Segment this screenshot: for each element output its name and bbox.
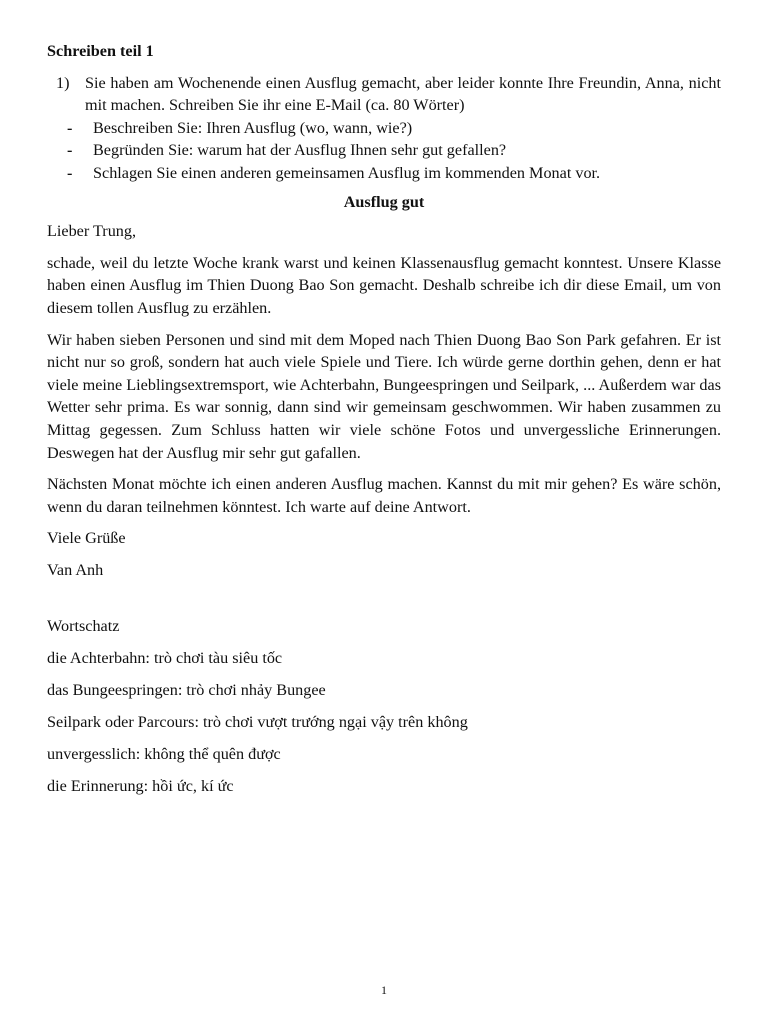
bullet-dash: - <box>67 118 73 137</box>
task-bullet <box>47 139 721 162</box>
task-bullet <box>47 117 721 140</box>
letter-paragraph: Nächsten Monat möchte ich einen anderen Ausflug machen. Kannst du mit mir gehen? Es wäre schön, wenn du daran teilnehmen könntest. Ich warte auf deine Antwort. <box>47 475 721 516</box>
page-number: 1 <box>381 983 387 997</box>
letter-signature: Van Anh <box>47 560 104 579</box>
task-instruction <box>47 72 721 117</box>
section-heading: Schreiben teil 1 <box>47 42 154 60</box>
bullet-dash: - <box>67 141 73 160</box>
document-page <box>47 40 721 807</box>
letter-salutation: Lieber Trung, <box>47 222 137 241</box>
task-number: 1) <box>56 73 70 92</box>
vocabulary-item: die Achterbahn: trò chơi tàu siêu tốc <box>47 649 283 668</box>
vocabulary-item: Seilpark oder Parcours: trò chơi vượt trướng ngại vậy trên không <box>47 713 468 732</box>
bullet-text: Schlagen Sie einen anderen gemeinsamen Ausflug im kommenden Monat vor. <box>93 163 601 182</box>
spacer <box>47 590 721 615</box>
letter-closing: Viele Grüße <box>47 529 126 548</box>
vocabulary-item: unvergesslich: không thể quên được <box>47 745 281 764</box>
task-text: Sie haben am Wochenende einen Ausflug gemacht, aber leider konnte Ihre Freundin, Anna, nicht mit machen. Schreiben Sie ihr eine E-Mail (ca. 80 Wörter) <box>85 73 721 115</box>
vocabulary-item: die Erinnerung: hồi ức, kí ức <box>47 777 234 796</box>
vocabulary-heading: Wortschatz <box>47 617 120 636</box>
task-bullet <box>47 162 721 185</box>
letter-title: Ausflug gut <box>343 192 425 211</box>
letter-paragraph: schade, weil du letzte Woche krank warst und keinen Klassenausflug gemacht konntest. Unsere Klasse haben einen Ausflug im Thien Duong Bao Son gemacht. Deshalb schreibe ich dir diese Email, um von diesem tollen Ausflug zu erzählen. <box>47 253 721 317</box>
bullet-text: Begründen Sie: warum hat der Ausflug Ihnen sehr gut gefallen? <box>93 141 507 160</box>
letter-paragraph: Wir haben sieben Personen und sind mit dem Moped nach Thien Duong Bao Son Park gefahren. Er ist nicht nur so groß, sondern hat auch viele Spiele und Tiere. Ich würde gerne dorthin gehen, denn er hat viele meine Lieblingsextremsport, wie Achterbahn, Bungeespringen und Seilpark, ... Außerdem war das Wetter sehr prima. Es war sonnig, dann sind wir gemeinsam geschwommen. Wir haben zusammen zu Mittag gegessen. Zum Schluss hatten wir viele schöne Fotos und unvergessliche Erinnerungen. Deswegen hat der Ausflug mir sehr gut gafallen. <box>47 330 721 462</box>
vocabulary-item: das Bungeespringen: trò chơi nhảy Bungee <box>47 681 326 700</box>
bullet-dash: - <box>67 163 73 182</box>
bullet-text: Beschreiben Sie: Ihren Ausflug (wo, wann, wie?) <box>93 118 413 137</box>
